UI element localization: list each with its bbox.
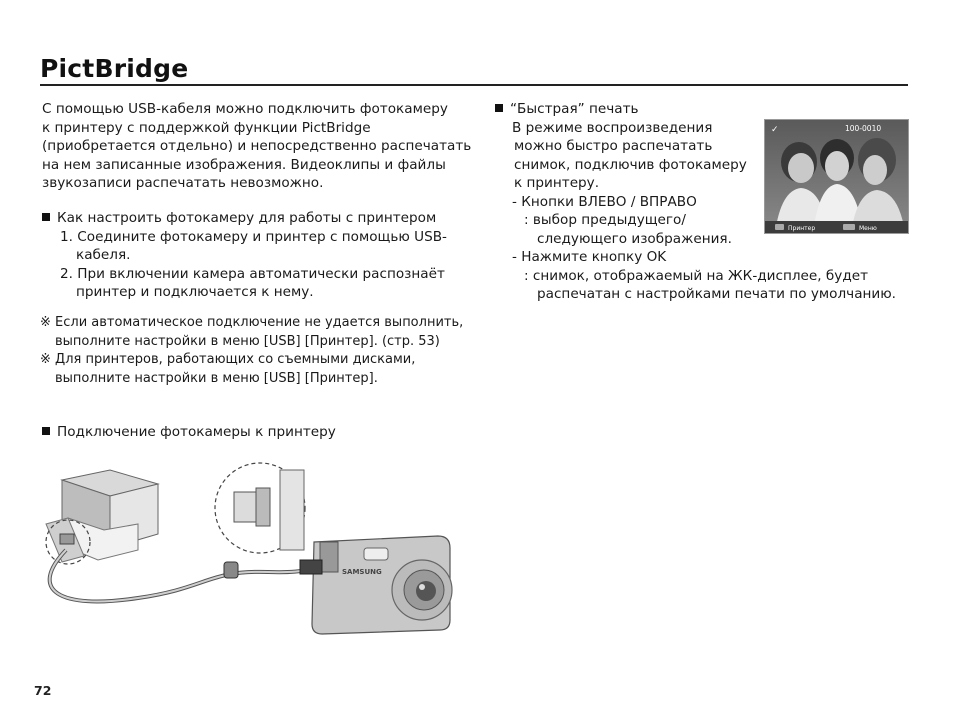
lcd-photo-image xyxy=(765,120,908,233)
connection-illustration xyxy=(38,460,458,640)
note-2: Для принтеров, работающих со съемными дисками, xyxy=(55,352,416,367)
quick-print-body-line: можно быстро распечатать xyxy=(514,138,713,154)
pictbridge-mode-icon: ✓ xyxy=(771,125,779,135)
left-right-desc: : выбор предыдущего/ xyxy=(524,212,686,228)
quick-print-body-line: к принтеру. xyxy=(514,175,600,191)
quick-print-body-line: снимок, подключив фотокамеру xyxy=(514,156,747,173)
left-right-desc-cont: следующего изображения. xyxy=(537,230,732,247)
note-mark-icon: ※ xyxy=(40,315,51,330)
quick-print-heading: “Быстрая” печать xyxy=(495,100,896,119)
lcd-preview xyxy=(764,119,909,234)
title-rule xyxy=(40,84,908,86)
ferrite-core-icon xyxy=(224,562,238,578)
lcd-menu-label: Меню xyxy=(859,225,877,232)
left-right-label: - Кнопки ВЛЕВО / ВПРАВО xyxy=(512,193,697,210)
setup-step-2-cont: принтер и подключается к нему. xyxy=(76,284,314,300)
intro-paragraph xyxy=(42,100,471,193)
note-1-cont: выполните настройки в меню [USB] [Принтер]. (стр. 53) xyxy=(55,333,440,349)
intro-line: на нем записанные изображения. Видеоклипы и файлы xyxy=(42,156,446,173)
lcd-printer-label: Принтер xyxy=(788,225,816,232)
intro-line: к принтеру с поддержкой функции PictBridge xyxy=(42,119,371,136)
bullet-square-icon xyxy=(42,427,50,435)
intro-line: (приобретается отдельно) и непосредственно распечатать xyxy=(42,138,472,154)
setup-step-1-cont: кабеля. xyxy=(76,247,131,263)
note-2-cont: выполните настройки в меню [USB] [Принтер]. xyxy=(55,370,378,386)
camera-brand-label: SAMSUNG xyxy=(342,568,382,576)
quick-print-body-line: В режиме воспроизведения xyxy=(512,119,713,136)
ok-button-icon xyxy=(775,224,784,230)
intro-line: звукозаписи распечатать невозможно. xyxy=(42,175,324,191)
menu-button-icon xyxy=(843,224,855,230)
usb-plug-icon xyxy=(60,534,74,544)
camera-icon xyxy=(312,536,452,634)
bullet-square-icon xyxy=(42,213,50,221)
bullet-square-icon xyxy=(495,104,503,112)
note-mark-icon: ※ xyxy=(40,352,51,367)
page-number: 72 xyxy=(34,683,52,698)
lcd-file-number: 100-0010 xyxy=(845,124,882,133)
usb-cable xyxy=(50,550,320,601)
ok-label: - Нажмите кнопку OK xyxy=(512,249,667,265)
note-1: ※ Если автоматическое подключение не удается выполнить, xyxy=(40,315,464,330)
ok-desc-cont: распечатан с настройками печати по умолчанию. xyxy=(537,286,897,302)
camera-plug-icon xyxy=(300,560,322,574)
setup-section xyxy=(42,209,447,302)
connection-heading: Подключение фотокамеры к принтеру xyxy=(42,423,336,442)
printer-icon xyxy=(46,470,158,562)
setup-step-2: 2. При включении камера автоматически распознаёт xyxy=(60,265,445,282)
intro-line: С помощью USB-кабеля можно подключить фотокамеру xyxy=(42,101,448,117)
page-title: PictBridge xyxy=(40,54,189,83)
ok-desc: : снимок, отображаемый на ЖК-дисплее, будет xyxy=(524,267,868,284)
setup-heading: Как настроить фотокамеру для работы с принтером xyxy=(42,209,447,228)
notes-section xyxy=(40,314,463,388)
setup-step-1: 1. Соедините фотокамеру и принтер с помощью USB- xyxy=(60,228,447,245)
